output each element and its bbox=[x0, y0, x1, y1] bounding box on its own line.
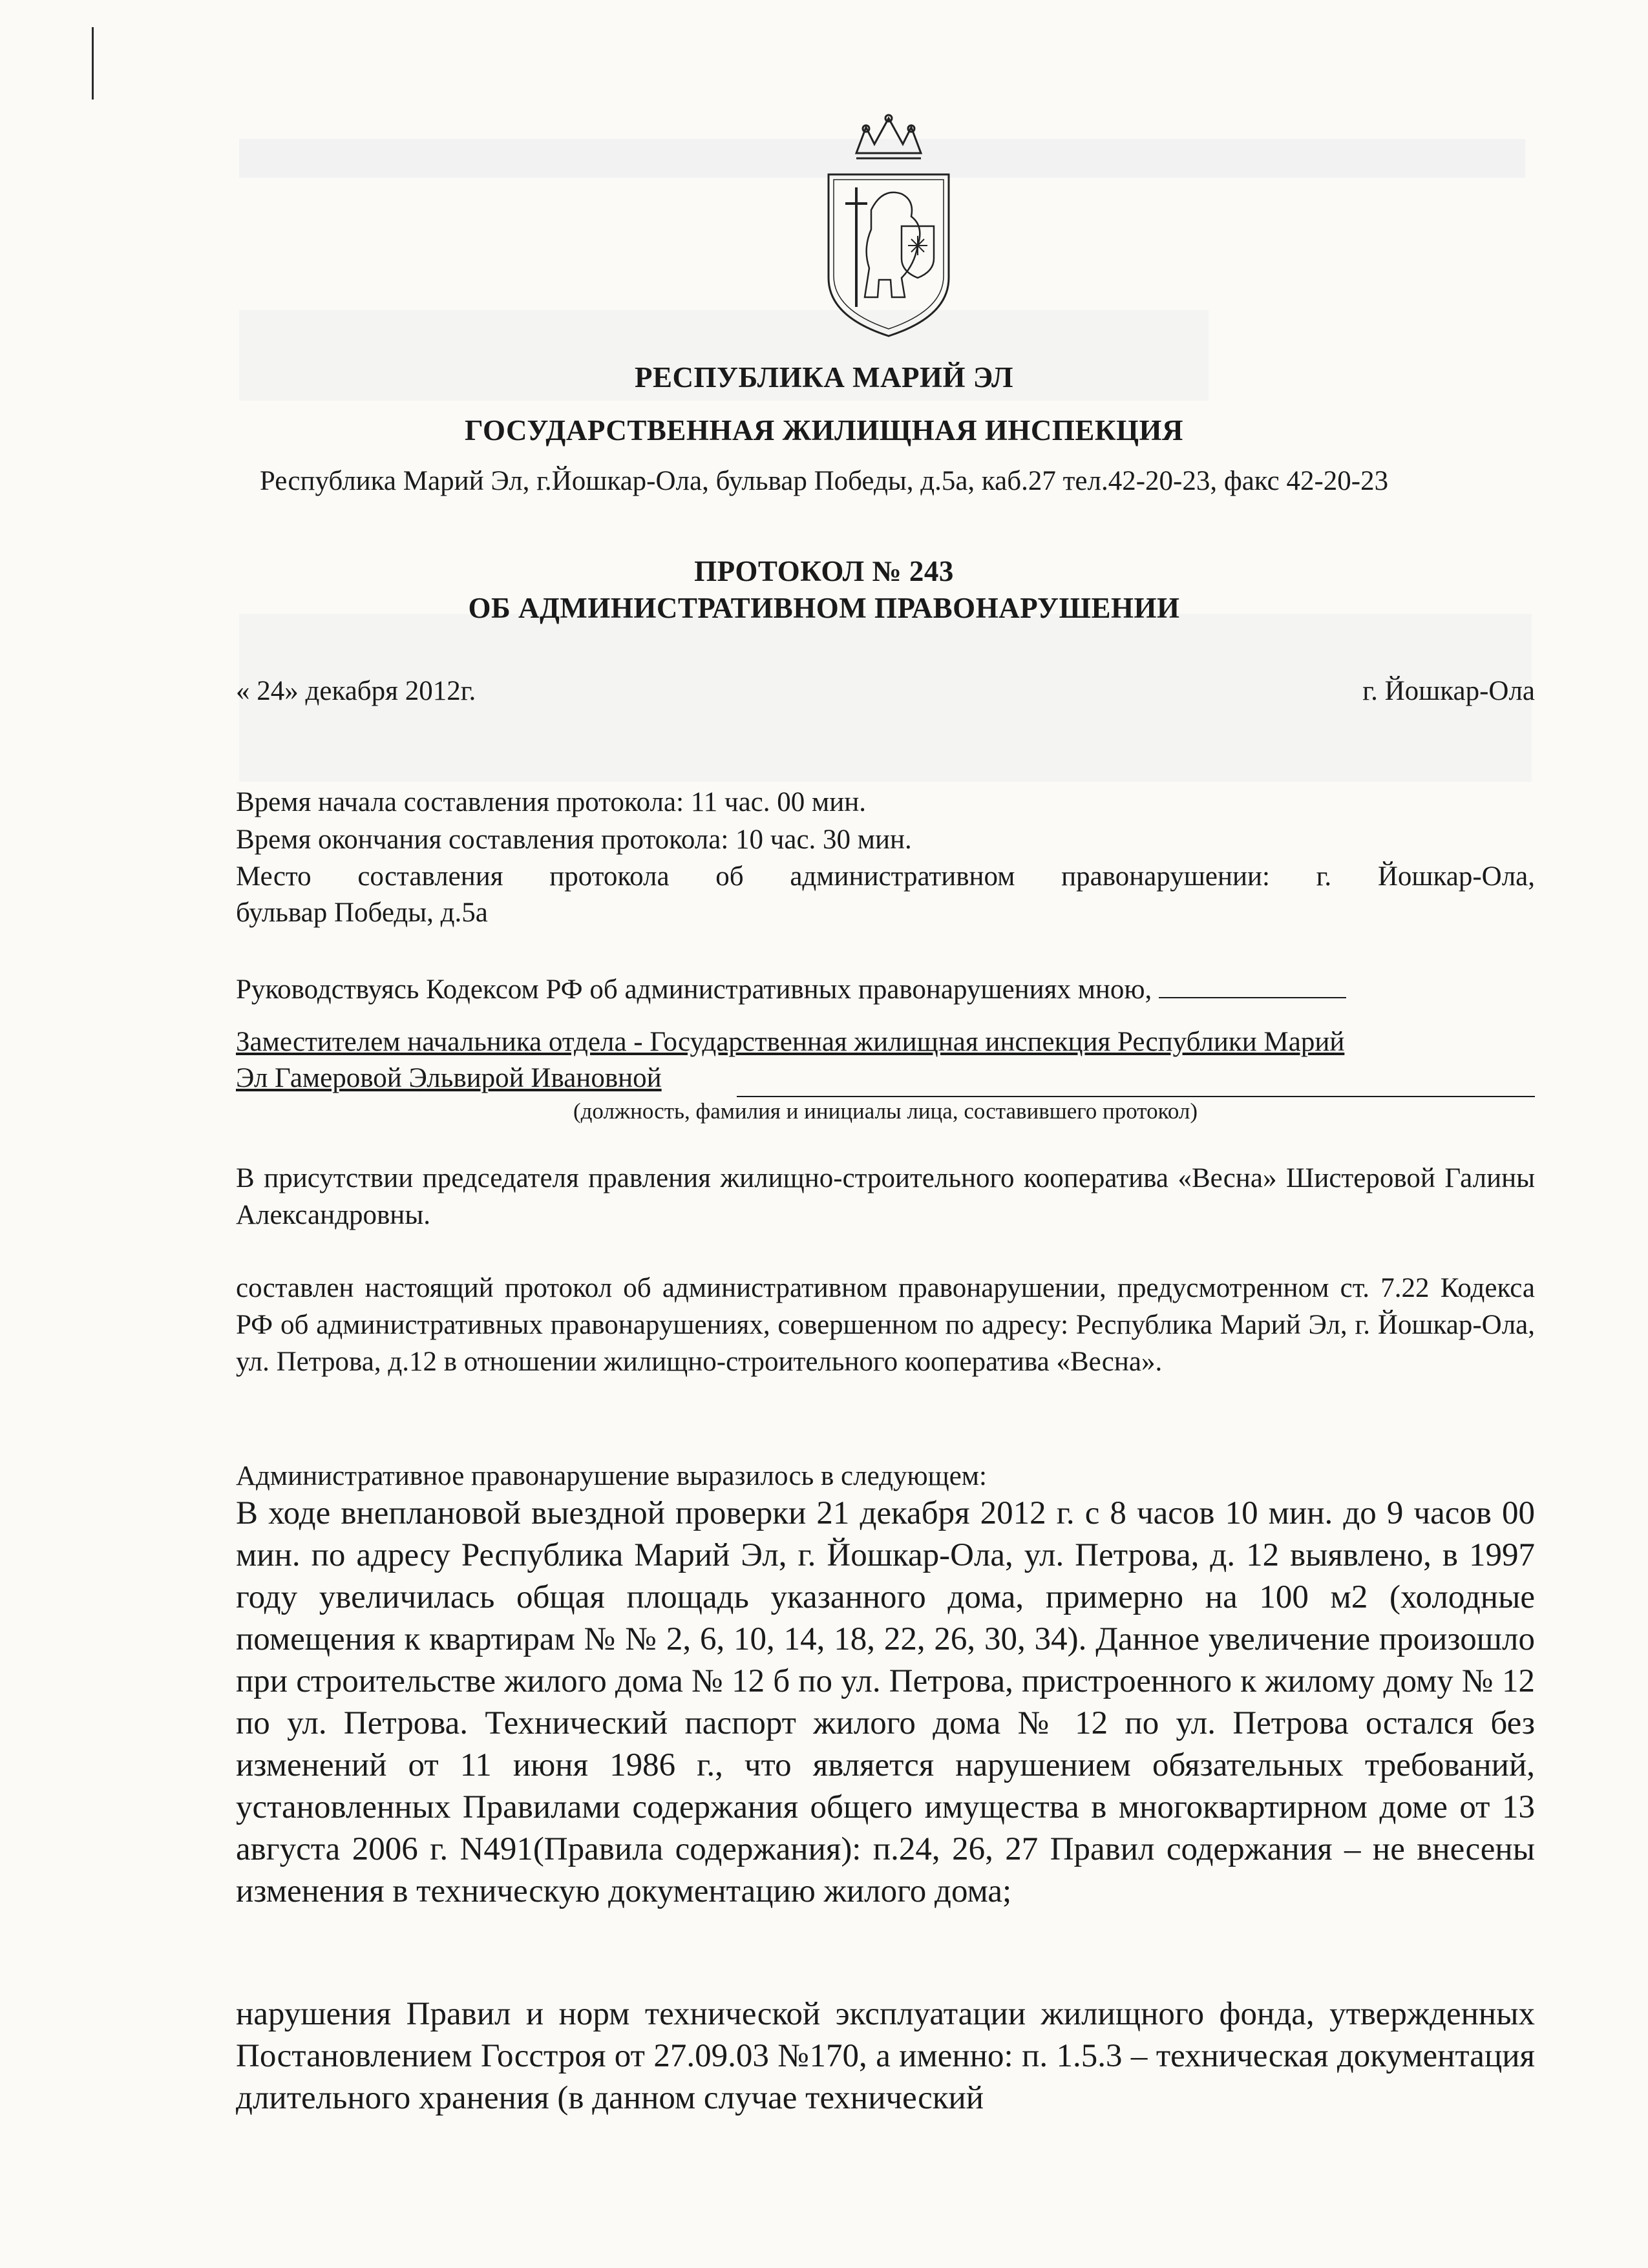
republic-heading: РЕСПУБЛИКА МАРИЙ ЭЛ bbox=[635, 361, 1013, 394]
place-line-2: бульвар Победы, д.5а bbox=[236, 898, 488, 928]
signature-underline bbox=[737, 1096, 1535, 1097]
composer-position-line-2: Эл Гамеровой Эльвирой Ивановной bbox=[236, 1063, 662, 1093]
violation-continuation: нарушения Правил и норм технической эксплуатации жилищного фонда, утвержденных Постановлением Госстроя от 27.09.03 №170, а именно: п. 1.5.3 – техническая документация длительного хранения (в данном случае технический bbox=[236, 1996, 1535, 2116]
composer-position-line-1: Заместителем начальника отдела - Государственная жилищная инспекция Республики Марий bbox=[236, 1027, 1345, 1057]
protocol-city: г. Йошкар-Ола bbox=[1362, 676, 1535, 706]
protocol-date: « 24» декабря 2012г. bbox=[236, 676, 476, 706]
composer-caption: (должность, фамилия и инициалы лица, составившего протокол) bbox=[573, 1098, 1198, 1124]
protocol-title: ОБ АДМИНИСТРАТИВНОМ ПРАВОНАРУШЕНИИ bbox=[468, 592, 1180, 624]
blank-line bbox=[1159, 971, 1346, 998]
scan-artifact-mark bbox=[92, 27, 94, 100]
coat-of-arms-emblem bbox=[795, 113, 982, 342]
composer-intro-line bbox=[236, 971, 1346, 1005]
start-time: Время начала составления протокола: 11 час. 00 мин. bbox=[236, 787, 866, 817]
presence-paragraph: В присутствии председателя правления жилищно-строительного кооператива «Весна» Шистеровой Галины Александровны. bbox=[236, 1163, 1535, 1230]
end-time: Время окончания составления протокола: 10 час. 30 мин. bbox=[236, 824, 912, 855]
composer-position-line-2-row bbox=[236, 1062, 1535, 1094]
protocol-number: ПРОТОКОЛ № 243 bbox=[694, 555, 954, 587]
inspection-heading: ГОСУДАРСТВЕННАЯ ЖИЛИЩНАЯ ИНСПЕКЦИЯ bbox=[464, 414, 1184, 446]
violation-intro: Административное правонарушение выразилось в следующем: bbox=[236, 1461, 987, 1491]
place-line-1: Место составления протокола об административном правонарушении: г. Йошкар-Ола, bbox=[236, 861, 1535, 892]
statement-paragraph: составлен настоящий протокол об административном правонарушении, предусмотренном ст. 7.22 Кодекса РФ об административных правонарушениях, совершенном по адресу: Республика Марий Эл, г. Йошкар-Ола, ул. Петрова, д.12 в отношении жилищно-строительного кооператива «Весна». bbox=[236, 1273, 1535, 1377]
violation-body: В ходе внеплановой выездной проверки 21 декабря 2012 г. с 8 часов 10 мин. до 9 часов 00 мин. по адресу Республика Марий Эл, г. Йошкар-Ола, ул. Петрова, д. 12 выявлено, в 1997 году увеличилась общая площадь указанного дома, примерно на 100 м2 (холодные помещения к квартирам № № 2, 6, 10, 14, 18, 22, 26, 30, 34). Данное увеличение произошло при строительстве жилого дома № 12 б по ул. Петрова, пристроенного к жилому дому № 12 по ул. Петрова. Технический паспорт жилого дома № 12 по ул. Петрова остался без изменений от 11 июня 1986 г., что является нарушением обязательных требований, установленных Правилами содержания общего имущества в многоквартирном доме от 13 августа 2006 г. N491(Правила содержания): п.24, 26, 27 Правил содержания – не внесены изменения в техническую документацию жилого дома; bbox=[236, 1495, 1535, 1909]
inspection-address: Республика Марий Эл, г.Йошкар-Ола, бульвар Победы, д.5а, каб.27 тел.42-20-23, факс 42-20-23 bbox=[259, 466, 1389, 496]
composer-intro: Руководствуясь Кодексом РФ об административных правонарушениях мною, bbox=[236, 974, 1152, 1005]
